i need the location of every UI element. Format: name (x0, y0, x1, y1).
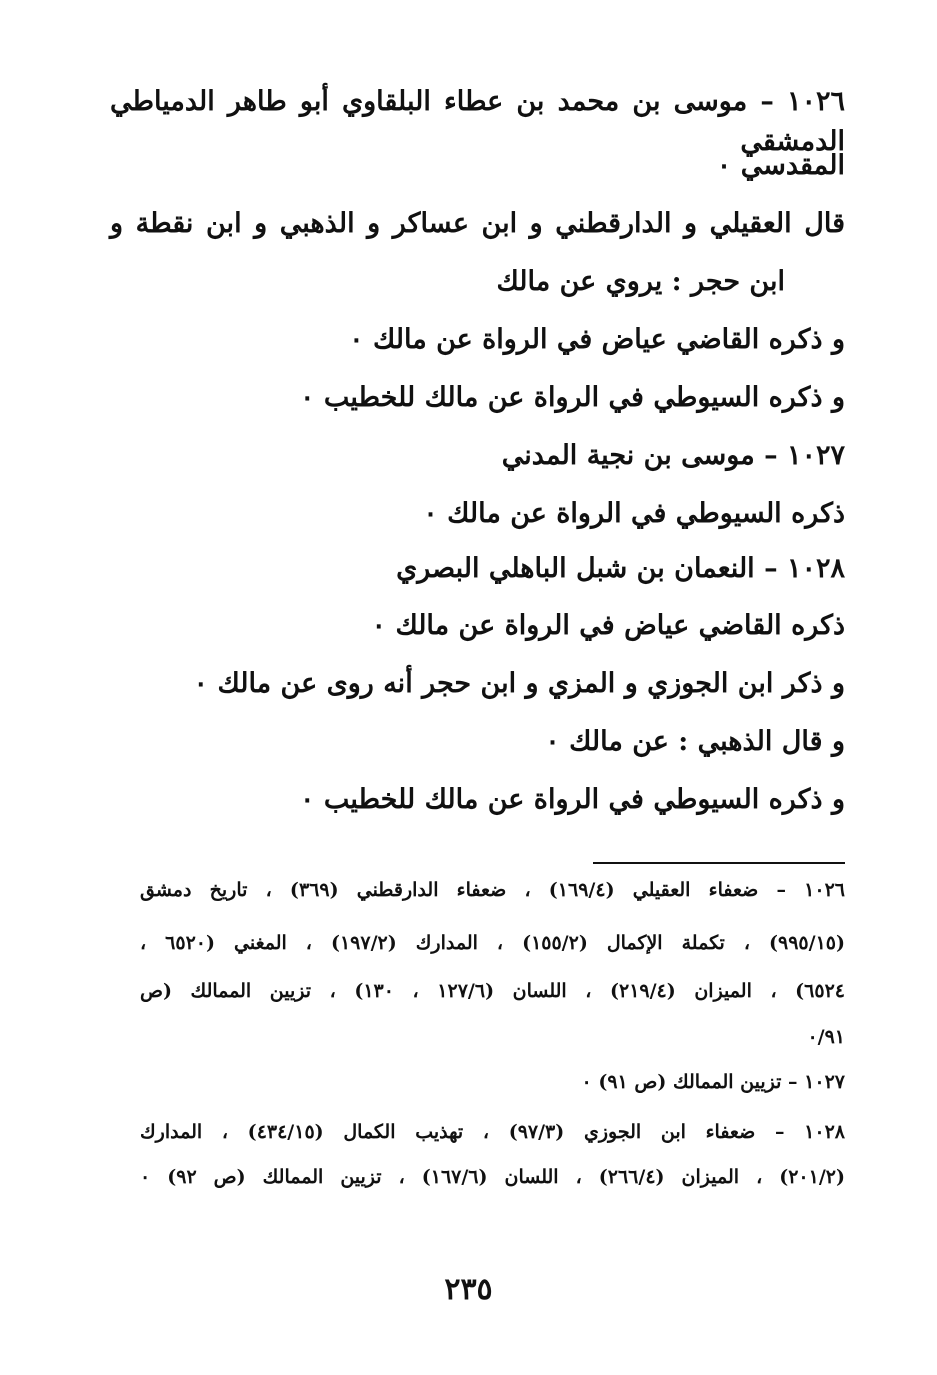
entry-1026-note-iyad: و ذكره القاضي عياض في الرواة عن مالك ٠ (349, 324, 845, 355)
entry-1028-note-iyad: ذكره القاضي عياض في الرواة عن مالك ٠ (371, 610, 845, 641)
entry-1027-note-suyuti: ذكره السيوطي في الرواة عن مالك ٠ (423, 498, 845, 529)
footnote-separator (593, 862, 845, 864)
footnote-1028-line-2: (٢٠١/٢) ، الميزان (٢٦٦/٤) ، اللسان (١٦٧/٦) ، تزيين الممالك (ص ٩٢) ٠ (140, 1166, 845, 1188)
entry-1026-heading: ١٠٢٦ – موسى بن محمد بن عطاء البلقاوي أبو طاهر الدمياطي الدمشقي (110, 86, 845, 157)
footnote-1028-line-1: ١٠٢٨ – ضعفاء ابن الجوزي (٩٧/٣) ، تهذيب الكمال (٤٣٤/١٥) ، المدارك (140, 1121, 845, 1143)
entry-1026-note-suyuti: و ذكره السيوطي في الرواة عن مالك للخطيب ٠ (299, 382, 845, 413)
entry-1028-note-dhahabi: و قال الذهبي : عن مالك ٠ (545, 726, 845, 757)
page-number: ٢٣٥ (444, 1272, 493, 1307)
entry-1028-note-jawzi: و ذكر ابن الجوزي و المزي و ابن حجر أنه روى عن مالك ٠ (193, 668, 845, 699)
footnote-1026-line-3: ٦٥٢٤) ، الميزان (٢١٩/٤) ، اللسان (١٢٧/٦ ، ١٣٠) ، تزيين الممالك (ص (140, 980, 845, 1002)
footnote-1027: ١٠٢٧ – تزيين الممالك (ص ٩١) ٠ (581, 1071, 845, 1093)
footnote-1026-line-2: (٩٩٥/١٥) ، تكملة الإكمال (١٥٥/٢) ، المدارك (١٩٧/٢) ، المغني (٦٥٢٠ ، (140, 932, 845, 954)
entry-1026-narrators: قال العقيلي و الدارقطني و ابن عساكر و الذهبي و ابن نقطة و (110, 208, 845, 239)
entry-1028-heading: ١٠٢٨ – النعمان بن شبل الباهلي البصري (396, 553, 845, 584)
entry-1027-heading: ١٠٢٧ – موسى بن نجية المدني (501, 440, 845, 471)
entry-1028-note-suyuti: و ذكره السيوطي في الرواة عن مالك للخطيب ٠ (299, 784, 845, 815)
footnote-1026-line-4: ٠/٩١ (807, 1026, 845, 1048)
entry-1026-narrators-continued: ابن حجر : يروي عن مالك (496, 266, 785, 297)
entry-1026-heading-continued: المقدسي ٠ (716, 150, 845, 181)
footnote-1026-line-1: ١٠٢٦ – ضعفاء العقيلي (١٦٩/٤) ، ضعفاء الدارقطني (٣٦٩) ، تاريخ دمشق (140, 879, 845, 901)
